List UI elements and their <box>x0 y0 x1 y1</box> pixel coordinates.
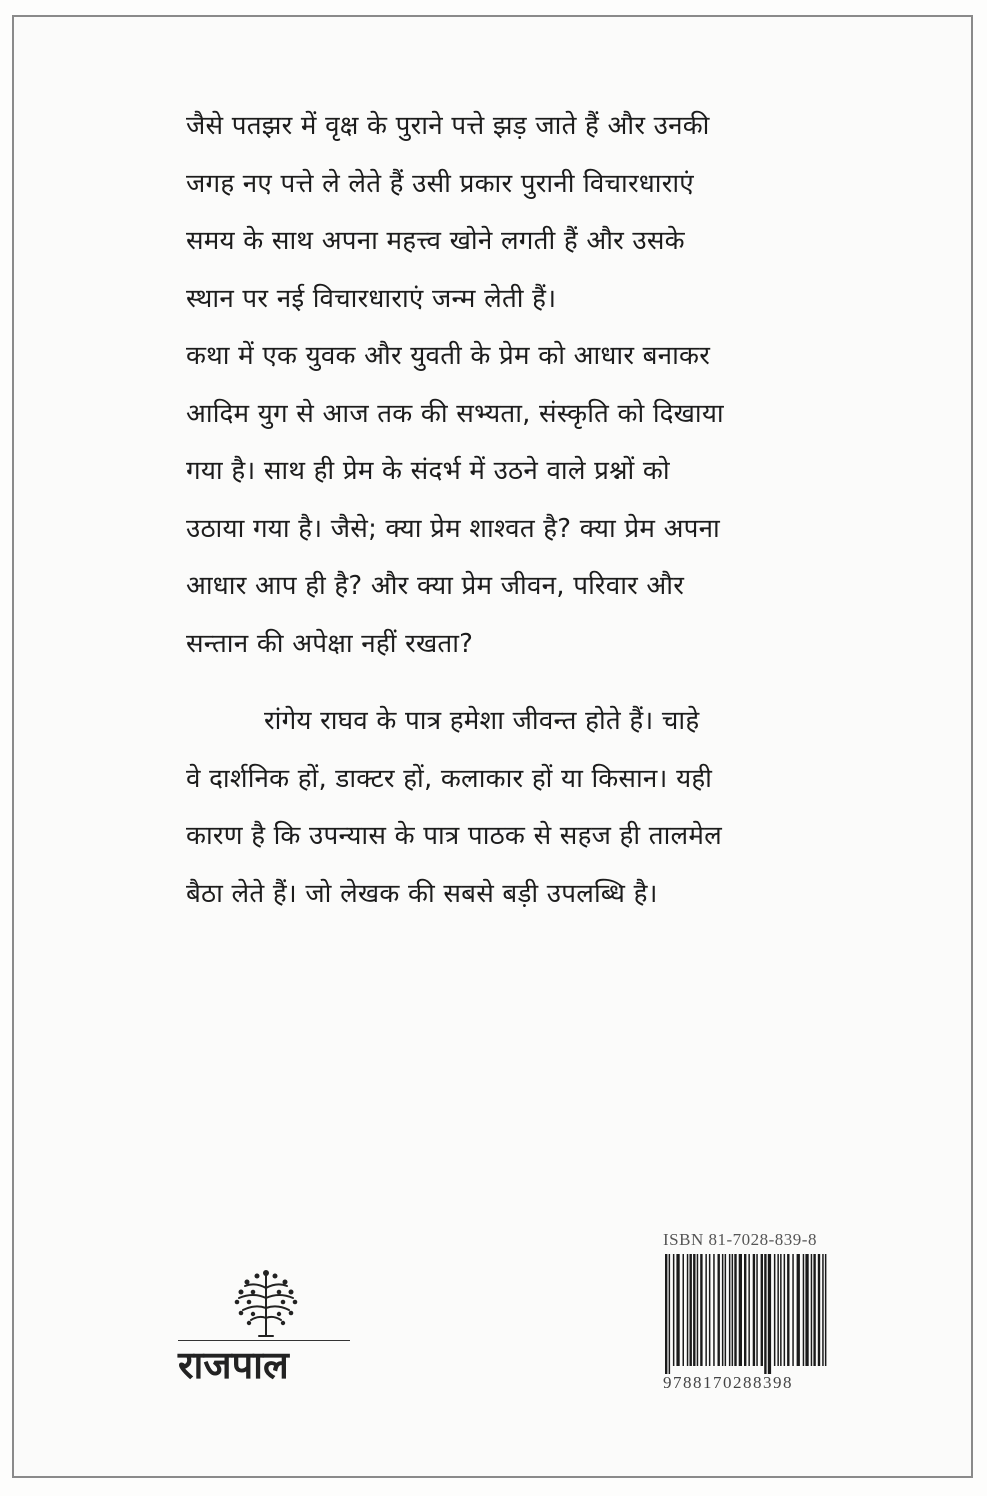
barcode-bar <box>725 1254 727 1366</box>
text-line: स्थान पर नई विचारधाराएं जन्म लेती हैं। <box>186 283 557 314</box>
barcode-bar <box>780 1254 782 1366</box>
barcode-bar <box>822 1254 824 1366</box>
barcode-bar <box>744 1254 746 1366</box>
barcode-bar <box>673 1254 675 1366</box>
barcode-bar <box>811 1254 813 1366</box>
barcode-bar <box>792 1254 794 1366</box>
isbn-label: ISBN 81-7028-839-8 <box>663 1230 817 1249</box>
paragraph-3 <box>186 693 826 923</box>
barcode-bar <box>756 1254 758 1366</box>
text-line: समय के साथ अपना महत्त्व खोने लगती हैं और उसके <box>186 226 685 256</box>
barcode-bar <box>753 1254 755 1366</box>
barcode-bar <box>739 1254 742 1366</box>
barcode-bar <box>797 1254 800 1366</box>
publisher-name: राजपाल <box>178 1343 289 1387</box>
text-line: उठाया गया है। जैसे; क्या प्रेम शाश्वत है? क्या प्रेम अपना <box>186 513 720 544</box>
blurb-text <box>186 98 826 923</box>
text-line: सन्तान की अपेक्षा नहीं रखता? <box>186 628 474 659</box>
paragraph-gap <box>186 673 826 693</box>
barcode-bar <box>693 1254 695 1366</box>
tree-icon <box>233 1268 299 1340</box>
barcode-bar <box>700 1254 702 1366</box>
barcode-bar <box>805 1254 808 1366</box>
barcode-bar <box>722 1254 724 1366</box>
text-line: कथा में एक युवक और युवती के प्रेम को आधार बनाकर <box>186 341 711 371</box>
barcode-bar <box>718 1254 720 1366</box>
barcode-bar <box>748 1254 750 1366</box>
barcode-bar <box>732 1254 734 1366</box>
text-line: आधार आप ही है? और क्या प्रेम जीवन, परिवार और <box>186 571 685 601</box>
barcode-bar <box>761 1254 763 1366</box>
barcode-digits: 9788170288398 <box>663 1373 793 1392</box>
barcode-bar <box>729 1254 731 1366</box>
barcode-bar <box>665 1254 667 1374</box>
text-line: कारण है कि उपन्यास के पात्र पाठक से सहज ही तालमेल <box>186 821 722 851</box>
paragraph-1 <box>186 98 826 328</box>
barcode-bar <box>818 1254 820 1366</box>
barcode-bar <box>683 1254 685 1366</box>
barcode-bar <box>697 1254 699 1366</box>
barcode-bar <box>687 1254 689 1366</box>
barcode-bar <box>768 1254 771 1374</box>
barcode <box>663 1254 828 1374</box>
text-line: बैठा लेते हैं। जो लेखक की सबसे बड़ी उपलब्धि है। <box>186 878 658 909</box>
barcode-bar <box>705 1254 707 1366</box>
barcode-bar <box>784 1254 786 1366</box>
text-line: आदिम युग से आज तक की सभ्यता, संस्कृति को दिखाया <box>186 398 724 429</box>
text-line: रांगेय राघव के पात्र हमेशा जीवन्त होते हैं। चाहे <box>264 706 700 736</box>
barcode-bar <box>676 1254 679 1366</box>
text-line: जगह नए पत्ते ले लेते हैं उसी प्रकार पुरानी विचारधाराएं <box>186 168 694 199</box>
barcode-bar <box>777 1254 779 1366</box>
barcode-bar <box>774 1254 776 1366</box>
barcode-bar <box>803 1254 805 1366</box>
paragraph-2 <box>186 328 826 673</box>
barcode-bar <box>825 1254 827 1366</box>
barcode-bar <box>690 1254 692 1366</box>
barcode-bar <box>713 1254 715 1366</box>
barcode-icon <box>663 1254 828 1374</box>
text-line: वे दार्शनिक हों, डाक्टर हों, कलाकार हों या किसान। यही <box>186 763 713 794</box>
text-line: जैसे पतझर में वृक्ष के पुराने पत्ते झड़ जाते हैं और उनकी <box>186 111 710 141</box>
barcode-bar <box>787 1254 789 1366</box>
barcode-bar <box>734 1254 736 1366</box>
barcode-bar <box>813 1254 815 1366</box>
barcode-bar <box>709 1254 711 1366</box>
text-line: गया है। साथ ही प्रेम के संदर्भ में उठने वाले प्रश्नों को <box>186 456 670 486</box>
barcode-bar <box>764 1254 766 1374</box>
barcode-bar <box>669 1254 671 1374</box>
